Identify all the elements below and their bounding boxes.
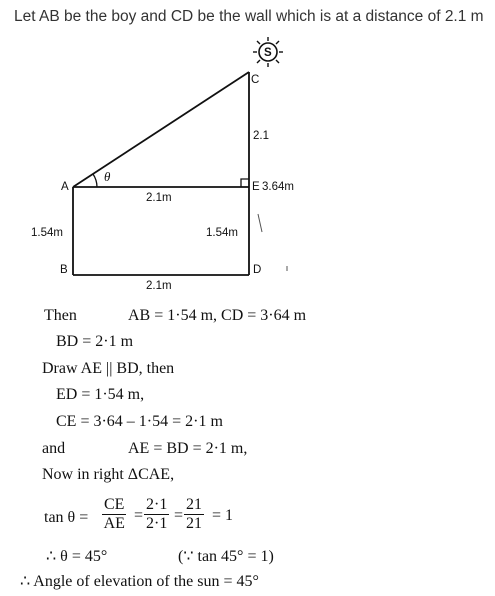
- conclusion: ∴ Angle of elevation of the sun = 45°: [20, 573, 259, 590]
- fraction-2-1-denominator: 2·1: [146, 515, 168, 532]
- problem-statement: Let AB be the boy and CD be the wall which is at a distance of 2.1 m: [14, 8, 484, 25]
- label-ab: 1.54m: [31, 227, 63, 239]
- point-label-c: C: [251, 74, 260, 86]
- tan-lhs: tan θ =: [44, 509, 89, 526]
- fraction-21-21: [184, 496, 204, 533]
- equals-one: = 1: [212, 507, 234, 524]
- bd-equation: BD = 2·1 m: [56, 333, 134, 350]
- segment-ac: [73, 72, 249, 187]
- fraction-2-1: [144, 496, 169, 533]
- fraction-ce-ae-numerator: CE: [104, 496, 125, 513]
- equals-sign-1: =: [134, 507, 144, 524]
- fraction-21-21-numerator: 21: [186, 496, 202, 513]
- label-ae: 2.1m: [146, 192, 172, 204]
- fraction-ce-ae: [102, 496, 126, 533]
- and-label: and: [42, 440, 66, 457]
- right-angle-mark: [241, 179, 249, 187]
- ce-equation: CE = 3·64 – 1·54 = 2·1 m: [56, 413, 223, 430]
- because-note: (∵ tan 45° = 1): [178, 548, 274, 565]
- label-ce: 2.1: [253, 130, 269, 142]
- point-label-s: S: [264, 47, 272, 59]
- label-bd: 2.1m: [146, 280, 172, 292]
- point-label-a: A: [61, 181, 69, 193]
- ed-equation: ED = 1·54 m,: [56, 386, 145, 403]
- fraction-2-1-numerator: 2·1: [146, 496, 168, 513]
- tick-mark: [258, 214, 262, 232]
- draw-instruction: Draw AE || BD, then: [42, 360, 175, 377]
- label-ed: 1.54m: [206, 227, 238, 239]
- label-e-height: 3.64m: [262, 181, 294, 193]
- fraction-ce-ae-denominator: AE: [103, 515, 125, 532]
- fraction-21-21-denominator: 21: [186, 515, 202, 532]
- then-equation: AB = 1·54 m, CD = 3·64 m: [128, 307, 307, 324]
- point-label-e: E: [252, 181, 260, 193]
- angle-arc: [93, 174, 97, 187]
- theta-result: ∴ θ = 45°: [46, 548, 108, 565]
- equals-sign-2: =: [174, 507, 184, 524]
- angle-label: θ: [104, 169, 111, 184]
- and-equation: AE = BD = 2·1 m,: [128, 440, 248, 457]
- right-triangle-line: Now in right ΔCAE,: [42, 466, 175, 483]
- point-label-b: B: [60, 264, 68, 276]
- point-label-d: D: [253, 264, 262, 276]
- then-label: Then: [44, 307, 77, 324]
